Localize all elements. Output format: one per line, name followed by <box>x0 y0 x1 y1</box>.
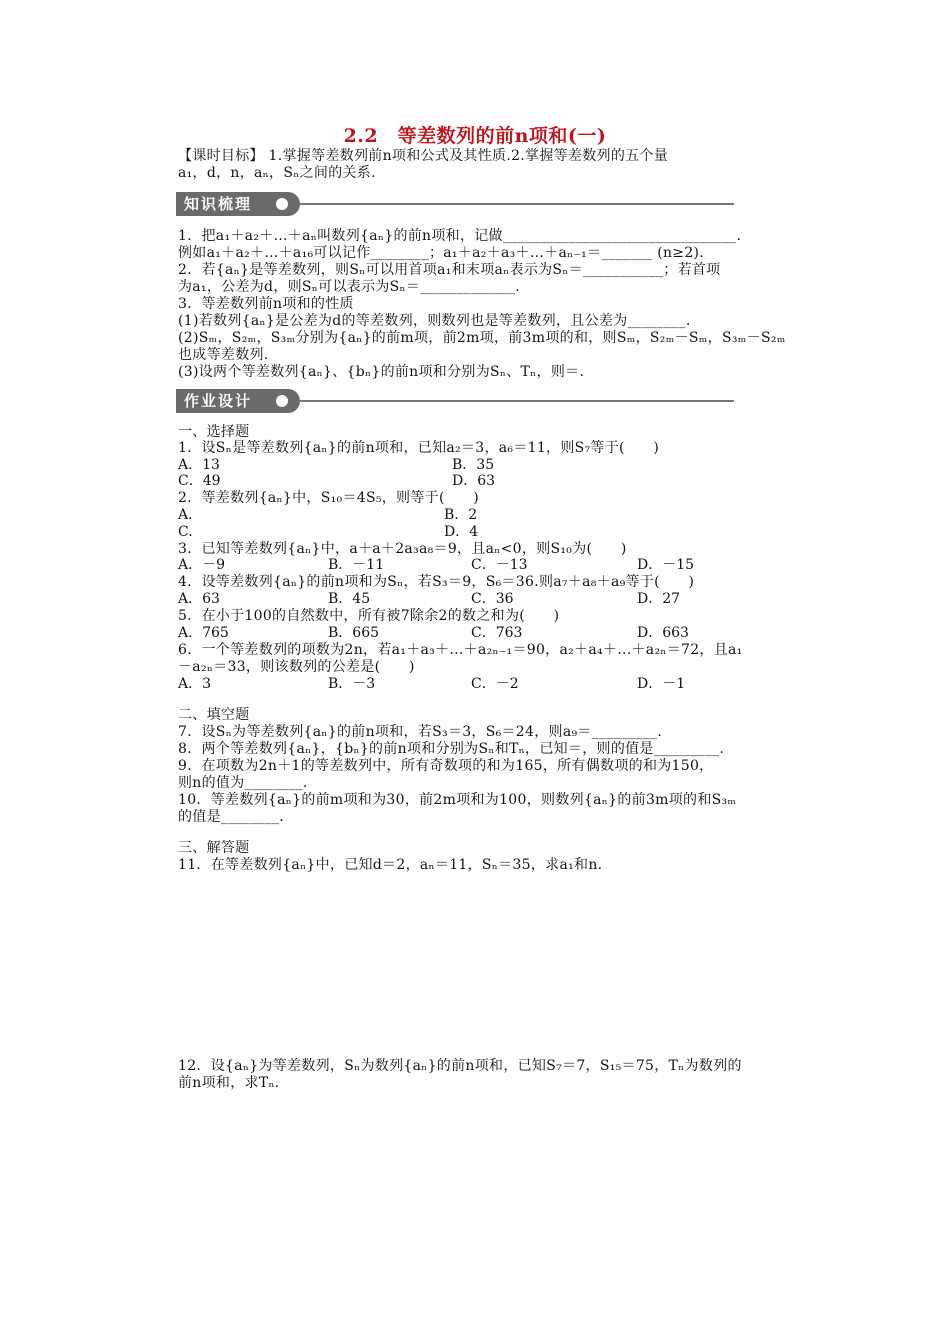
option-a: A．13 <box>178 457 220 473</box>
banner-rule <box>300 203 734 205</box>
section-banner-label: 作业设计 <box>176 389 300 413</box>
option-b: B．35 <box>452 457 495 473</box>
question-stem: 10．等差数列{aₙ}的前m项和为30，前2m项和为100，则数列{aₙ}的前3m项的和S₃ₘ <box>178 792 737 808</box>
knowledge-line: 2．若{aₙ}是等差数列，则Sₙ可以用首项a₁和末项aₙ表示为Sₙ＝___________；若首项 <box>178 262 721 278</box>
option-c: C. <box>178 524 193 540</box>
part-heading-choice: 一、选择题 <box>178 424 250 440</box>
question-stem: 11．在等差数列{aₙ}中，已知d＝2，aₙ＝11，Sₙ＝35，求a₁和n. <box>178 857 603 873</box>
option-d: D．63 <box>452 473 496 489</box>
question-stem: 前n项和，求Tₙ. <box>178 1075 280 1091</box>
option-b: B．45 <box>328 591 371 607</box>
knowledge-line: (2)Sₘ，S₂ₘ，S₃ₘ分别为{aₙ}的前m项，前2m项，前3m项的和，则Sₘ，S₂ₘ－Sₘ，S₃ₘ－S₂ₘ <box>178 330 786 346</box>
option-d: D．－15 <box>637 557 695 573</box>
banner-dot-icon <box>276 198 288 210</box>
option-b: B．665 <box>328 625 380 641</box>
knowledge-line: (3)设两个等差数列{aₙ}、{bₙ}的前n项和分别为Sₙ、Tₙ，则＝. <box>178 364 585 380</box>
question-stem: 的值是________. <box>178 809 285 825</box>
knowledge-line: 也成等差数列. <box>178 347 269 363</box>
knowledge-line: (1)若数列{aₙ}是公差为d的等差数列，则数列也是等差数列，且公差为________. <box>178 313 691 329</box>
option-b: B．2 <box>444 507 478 523</box>
goals-line-2: a₁，d，n，aₙ，Sₙ之间的关系. <box>178 165 376 181</box>
question-stem: 6．一个等差数列的项数为2n，若a₁＋a₃＋…＋a₂ₙ₋₁＝90，a₂＋a₄＋…＋a₂ₙ＝72，且a₁ <box>178 642 743 658</box>
question-stem: 4．设等差数列{aₙ}的前n项和为Sₙ，若S₃＝9，S₆＝36.则a₇＋a₈＋a₉等于( ) <box>178 574 695 590</box>
option-d: D．4 <box>444 524 479 540</box>
question-stem: 12．设{aₙ}为等差数列，Sₙ为数列{aₙ}的前n项和，已知S₇＝7，S₁₅＝75，Tₙ为数列的 <box>178 1058 742 1074</box>
banner-dot-icon <box>276 395 288 407</box>
option-b: B．－11 <box>328 557 385 573</box>
knowledge-line: 为a₁，公差为d，则Sₙ可以表示为Sₙ＝_____________. <box>178 279 520 295</box>
question-stem: 5．在小于100的自然数中，所有被7除余2的数之和为( ) <box>178 608 560 624</box>
question-stem: －a₂ₙ＝33，则该数列的公差是( ) <box>178 659 415 675</box>
knowledge-line: 1．把a₁＋a₂＋…＋aₙ叫数列{aₙ}的前n项和，记做________________________________. <box>178 228 742 244</box>
page-title: 2.2 等差数列的前n项和(一) <box>343 125 607 147</box>
option-a: A．－9 <box>178 557 226 573</box>
question-stem: 8．两个等差数列{aₙ}，{bₙ}的前n项和分别为Sₙ和Tₙ，已知＝，则的值是_________. <box>178 741 725 757</box>
knowledge-line: 3．等差数列前n项和的性质 <box>178 296 354 312</box>
option-c: C．－13 <box>471 557 528 573</box>
question-stem: 3．已知等差数列{aₙ}中，a＋a＋2a₃a₈＝9，且aₙ<0，则S₁₀为( ) <box>178 541 627 557</box>
option-c: C．49 <box>178 473 221 489</box>
option-d: D．－1 <box>637 676 686 692</box>
question-stem: 1．设Sₙ是等差数列{aₙ}的前n项和，已知a₂＝3，a₆＝11，则S₇等于( ) <box>178 440 660 456</box>
option-d: D．663 <box>637 625 689 641</box>
part-heading-fill: 二、填空题 <box>178 707 250 723</box>
question-stem: 2．等差数列{aₙ}中，S₁₀＝4S₅，则等于( ) <box>178 490 480 506</box>
banner-rule <box>300 400 734 402</box>
part-heading-solve: 三、解答题 <box>178 840 250 856</box>
question-stem: 7．设Sₙ为等差数列{aₙ}的前n项和，若S₃＝3，S₆＝24，则a₉＝_________. <box>178 724 663 740</box>
option-a: A．63 <box>178 591 220 607</box>
option-c: C．36 <box>471 591 514 607</box>
option-c: C．－2 <box>471 676 519 692</box>
goals-line-1: 【课时目标】 1.掌握等差数列前n项和公式及其性质.2.掌握等差数列的五个量 <box>178 148 669 164</box>
section-banner-label: 知识梳理 <box>176 192 300 216</box>
question-stem: 则n的值为________. <box>178 775 308 791</box>
question-stem: 9．在项数为2n＋1的等差数列中，所有奇数项的和为165，所有偶数项的和为150， <box>178 758 714 774</box>
option-b: B．－3 <box>328 676 376 692</box>
option-a: A．3 <box>178 676 212 692</box>
option-a: A. <box>178 507 193 523</box>
option-a: A．765 <box>178 625 229 641</box>
option-c: C．763 <box>471 625 523 641</box>
knowledge-line: 例如a₁＋a₂＋…＋a₁₆可以记作________；a₁＋a₂＋a₃＋…＋aₙ₋₁＝_______ (n≥2). <box>178 245 705 261</box>
option-d: D．27 <box>637 591 681 607</box>
